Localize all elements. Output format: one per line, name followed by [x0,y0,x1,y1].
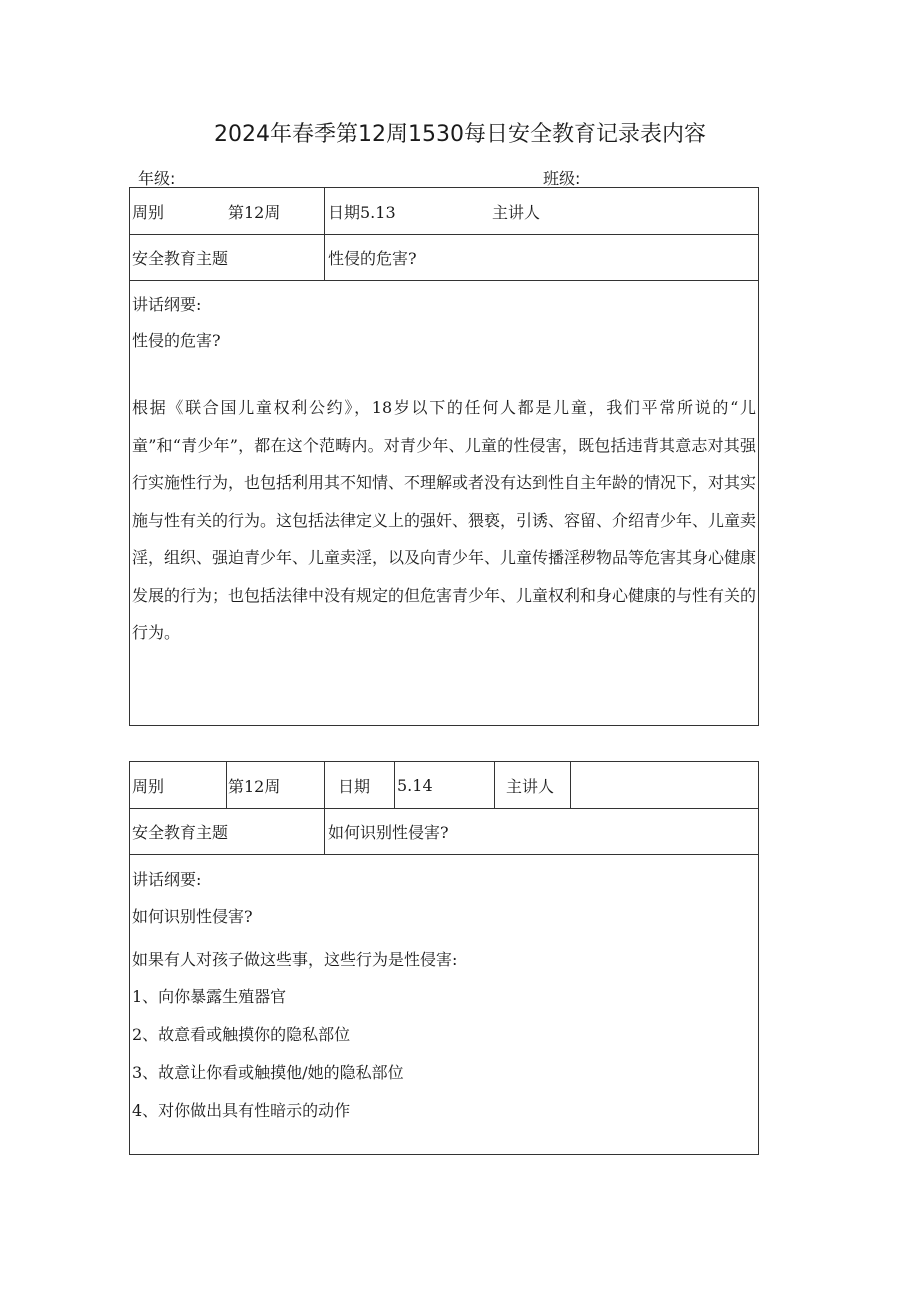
week-label: 周别 [132,202,165,222]
record-2-outline [130,855,758,1130]
divider [494,762,495,808]
record-table-1 [129,187,759,726]
week-value: 第12周 [228,776,281,796]
topic-value: 性侵的危害? [328,249,417,268]
list-item: 2、故意看或触摸你的隐私部位 [132,1025,351,1044]
page-title: 2024年春季第12周1530每日安全教育记录表内容 [214,122,706,147]
outline-heading: 性侵的危害? [132,331,221,350]
outline-label: 讲话纲要: [132,870,202,889]
divider [324,809,325,854]
speaker-label: 主讲人 [492,202,541,222]
list-item: 4、对你做出具有性暗示的动作 [132,1101,351,1120]
date-field: 日期5.13 [328,202,396,222]
topic-label: 安全教育主题 [132,249,229,268]
record-table-2 [129,761,759,1155]
speaker-label: 主讲人 [506,776,555,796]
divider [324,188,325,234]
record-2-topic-row [130,809,758,855]
date-label: 日期 [338,776,371,796]
divider [394,762,395,808]
record-2-header-row [130,762,758,809]
outline-intro: 如果有人对孩子做这些事，这些行为是性侵害: [132,950,458,969]
week-label: 周别 [132,776,165,796]
divider [324,762,325,808]
topic-label: 安全教育主题 [132,823,229,842]
list-item: 1、向你暴露生殖器官 [132,987,287,1006]
week-value: 第12周 [228,202,281,222]
list-item: 3、故意让你看或触摸他/她的隐私部位 [132,1063,404,1082]
date-value: 5.14 [397,775,433,795]
divider [324,235,325,280]
class-label: 班级: [543,169,581,188]
record-1-header-row [130,188,758,235]
record-1-topic-row [130,235,758,281]
outline-label: 讲话纲要: [132,295,202,314]
outline-heading: 如何识别性侵害? [132,907,253,926]
outline-paragraph: 根据《联合国儿童权利公约》，18岁以下的任何人都是儿童，我们平常所说的“儿童”和“青少年”，都在这个范畴内。对青少年、儿童的性侵害，既包括违背其意志对其强行实施性行为，也包括利用其不知情、不理解或者没有达到性自主年龄的情况下，对其实施与性有关的行为。这包括法律定义上的强奸、猥亵，引诱、容留、介绍青少年、儿童卖淫，组织、强迫青少年、儿童卖淫，以及向青少年、儿童传播淫秽物品等危害其身心健康发展的行为；也包括法律中没有规定的但危害青少年、儿童权利和身心健康的与性有关的行为。 [132,398,757,642]
divider [226,762,227,808]
grade-label: 年级: [138,169,176,188]
record-1-outline [130,281,758,652]
divider [570,762,571,808]
topic-value: 如何识别性侵害? [328,823,449,842]
